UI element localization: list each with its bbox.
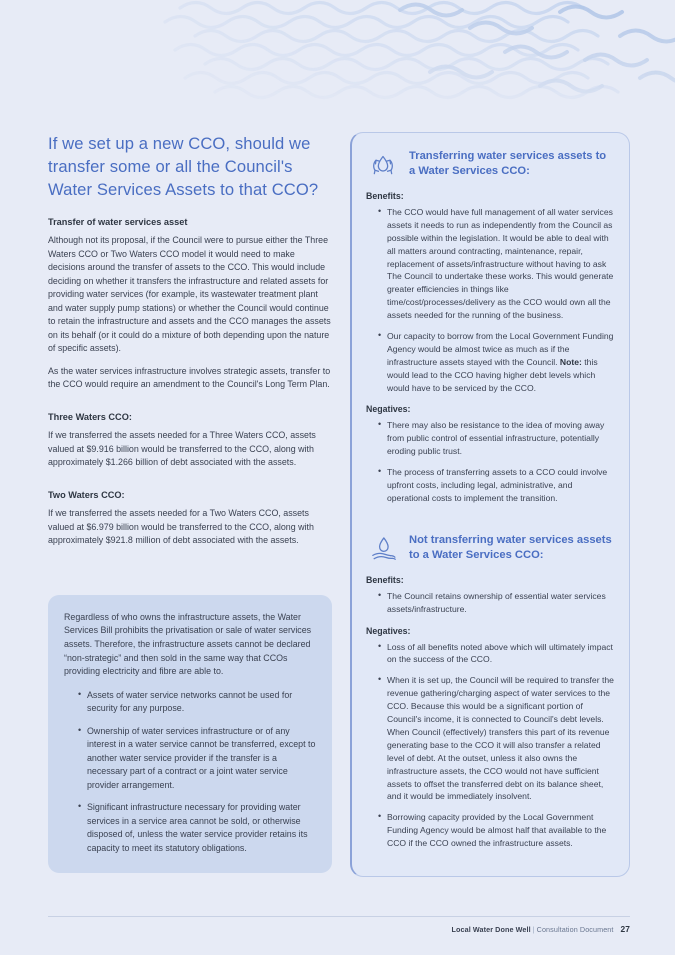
footer-divider: [48, 916, 630, 917]
decorative-wave-pattern: [0, 0, 675, 118]
page-title: If we set up a new CCO, should we transfer some or all the Council's Water Services Assets to that CCO?: [48, 134, 319, 200]
transferring-negatives-label: Negatives:: [366, 404, 411, 415]
not-transferring-negatives-label: Negatives:: [366, 625, 411, 636]
list-item: • When it is set up, the Council will be required to transfer the revenue gathering/charging aspect of water services to the CCO. Because this would be a significant portion of Council's income, it is connected to Council's debt levels. When Council (effectively) transfers this part of its revenue generating base to the CCO it will also transfer a related level of debt. At the outset, unless it also owns the infrastructure assets, the CCO would not have sufficient assets to offset the transferred debt on its balance sheet, and it would be immediately insolvent.: [378, 674, 615, 803]
page-content: [48, 132, 630, 877]
footer-brand: Local Water Done Well: [451, 925, 531, 934]
list-item: • The process of transferring assets to a CCO could involve upfront costs, including legal, administrative, and operational costs to implement the transition.: [378, 466, 615, 505]
list-item: • There may also be resistance to the idea of moving away from public control of essential infrastructure, potentially eroding public trust.: [378, 419, 615, 458]
list-item: • Borrowing capacity provided by the Local Government Funding Agency would be almost half that available to the CCO if the CCO owned the infrastructure assets.: [378, 811, 615, 850]
subheading-three-waters-cco: Three Waters CCO:: [48, 411, 132, 422]
water-drop-transfer-icon: [366, 148, 400, 182]
list-item: • The CCO would have full management of all water services assets it needs to run as independently from the Council as possible within the legislation. It would be able to deal with all matters around contracting, maintenance, repair, replacement of assets/infrastructure without having to ask The Council to undertake these works. This would generate greater efficiencies in things like time/cost/processes/delivery as the CCO would own all the assets needed for the running of the business.: [378, 206, 615, 322]
not-transferring-benefits-label: Benefits:: [366, 574, 404, 585]
benefit-note-label: Note:: [559, 356, 582, 367]
info-box-intro-paragraph: Regardless of who owns the infrastructure assets, the Water Services Bill prohibits the privatisation or sale of water services assets. Therefore, the infrastructure assets cannot be declared “non-strategic” and then sold in the same way that CCOs providing electricity and fibre are able to.: [64, 611, 312, 677]
footer-text: [48, 924, 630, 934]
not-transferring-section-header: [366, 531, 615, 566]
paragraph-strategic-assets: As the water services infrastructure involves strategic assets, transfer to the CCO would require an amendment to the Council's Long Term Plan.: [48, 365, 331, 390]
subheading-two-waters-cco: Two Waters CCO:: [48, 489, 125, 500]
left-column: [48, 132, 332, 873]
paragraph-two-waters-cco: If we transferred the assets needed for a Two Waters CCO, assets valued at $6.979 billion would be transferred to the CCO, along with approximately $921.8 million of debt associated with the assets.: [48, 508, 314, 546]
paragraph-three-waters-cco: If we transferred the assets needed for a Three Waters CCO, assets valued at $9.916 billion would be transferred to the CCO, along with approximately $1.266 billion of debt associated with the assets.: [48, 430, 316, 468]
transferring-section-header: [366, 147, 615, 182]
list-item: • The Council retains ownership of essential water services assets/infrastructure.: [378, 590, 615, 616]
list-item: • Ownership of water services infrastructure or of any interest in a water service cannot be transferred, except to another water service provider if the transfer is a necessary part of a contract or a joint water service provider arrangement.: [78, 725, 316, 793]
page-footer: [48, 916, 630, 934]
list-item: • Assets of water service networks cannot be used for security for any purpose.: [78, 689, 316, 716]
right-panel: [350, 132, 630, 877]
not-transferring-section-title: Not transferring water services assets to a Water Services CCO:: [409, 533, 612, 561]
subheading-transfer-of-water-services-asset: Transfer of water services asset: [48, 216, 188, 227]
paragraph-transfer-intro: Although not its proposal, if the Council were to pursue either the Three Waters CCO or Two Waters CCO model it would need to make decisions around the transfer of assets to the CCO. This would include deciding on whether it transfers the infrastructure and related assets for providing water services (for example, its wastewater treatment plant and water supply pump stations) or whether the Council would continue to retain the infrastructure and assets and the CCO manages the assets on its behalf (or it could do a mixture of both depending upon the nature of specific assets).: [48, 235, 331, 354]
benefit-note-prefix: Our capacity to borrow from the Local Government Funding Agency would be almost twice as much as if the infrastructure assets stayed with the Council.: [387, 331, 614, 367]
hand-holding-water-drop-icon: [366, 532, 400, 566]
transferring-benefits-label: Benefits:: [366, 191, 404, 201]
footer-document-name: Consultation Document: [536, 925, 614, 934]
not-transferring-negatives-list: [366, 641, 615, 850]
footer-separator: |: [532, 925, 535, 934]
benefit-note-suffix: this would lead to the CCO having higher debt levels which would have to be serviced by the CCO.: [387, 356, 598, 393]
page-number: 27: [620, 924, 630, 934]
list-item: • Significant infrastructure necessary for providing water services in a service area cannot be sold, or otherwise disposed of, unless the water service provider retains its capacity to meet its statutory obligations.: [78, 801, 316, 855]
list-item-with-note: [378, 330, 615, 394]
transferring-negatives-list: [366, 419, 615, 504]
not-transferring-benefits-list: [366, 590, 615, 616]
info-box-bullet-list: [64, 689, 316, 856]
info-callout-box: [48, 595, 332, 874]
transferring-section-title: Transferring water services assets to a Water Services CCO:: [409, 150, 607, 177]
list-item: • Loss of all benefits noted above which will ultimately impact on the success of the CCO.: [378, 641, 615, 667]
transferring-benefits-list: [366, 206, 615, 394]
